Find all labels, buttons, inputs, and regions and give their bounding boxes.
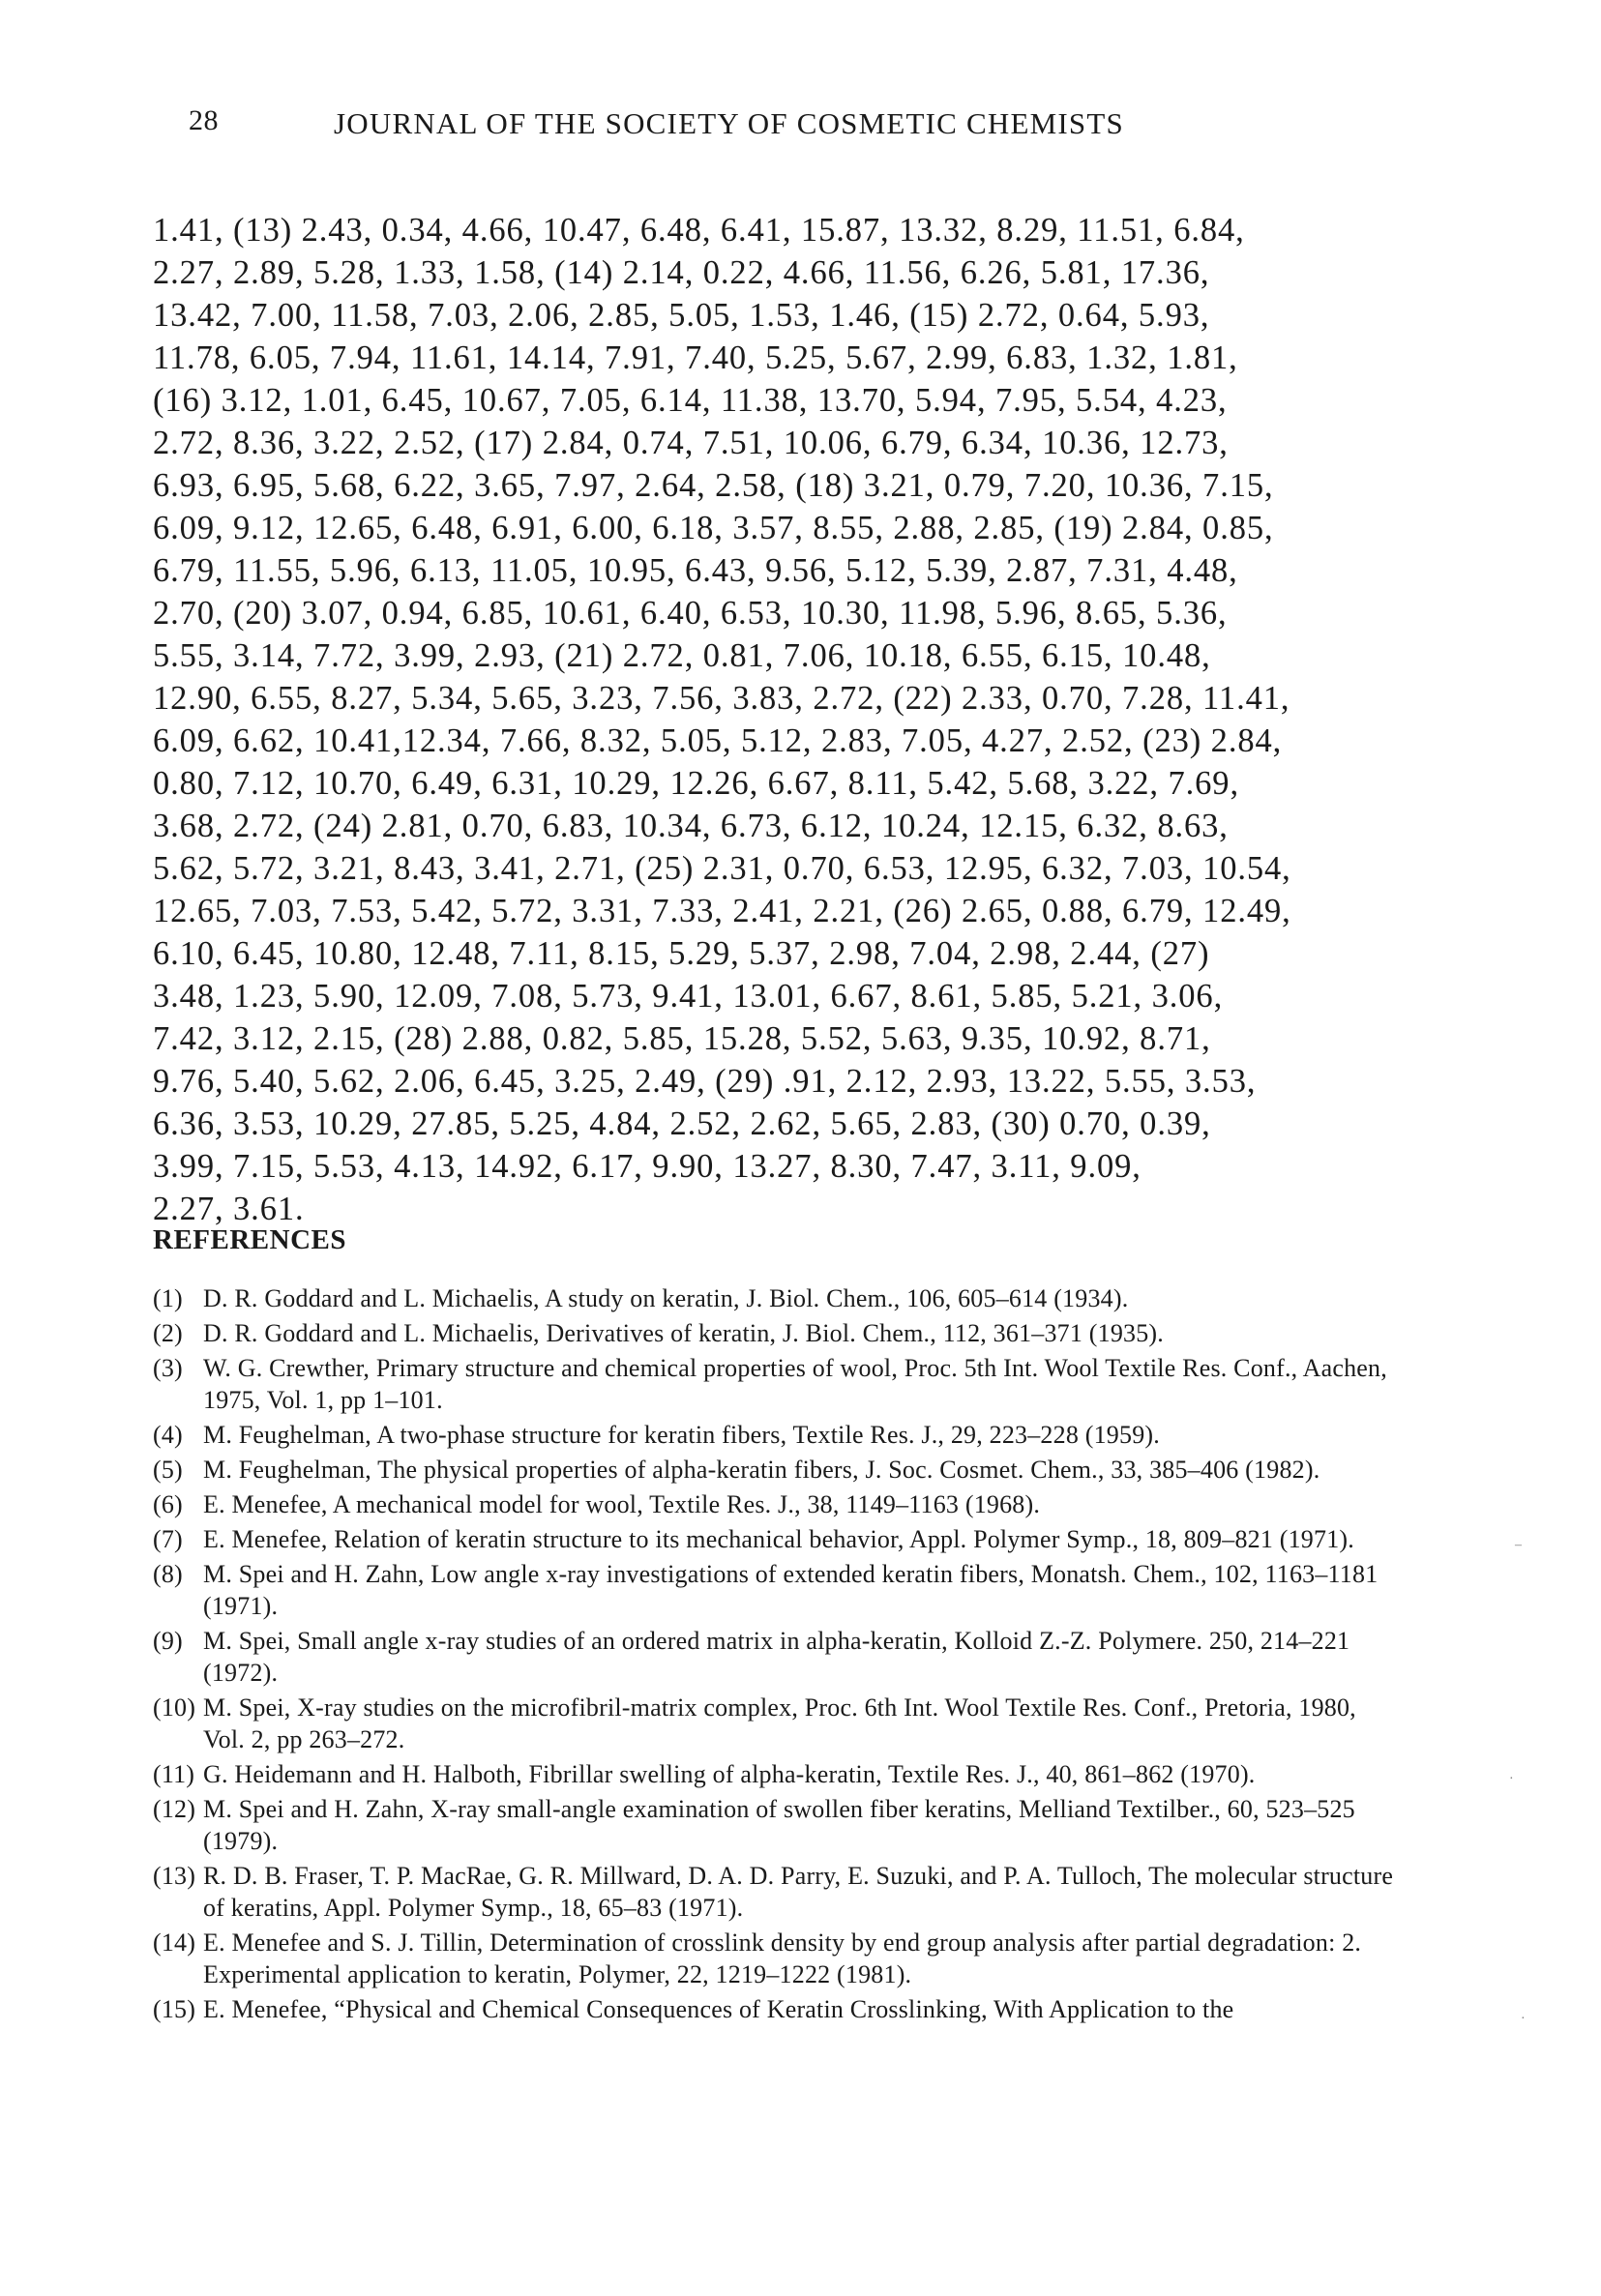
reference-text: M. Spei, Small angle x-ray studies of an ordered matrix in alpha-keratin, Kolloid Z.-Z. Polymere. 250, 214–221 (1972). — [203, 1627, 1350, 1687]
reference-number: (12) — [153, 1795, 196, 1823]
reference-number: (10) — [153, 1693, 196, 1722]
data-line: 2.27, 3.61. — [153, 1191, 305, 1227]
data-line: 2.72, 8.36, 3.22, 2.52, (17) 2.84, 0.74, 7.51, 10.06, 6.79, 6.34, 10.36, 12.73, — [153, 425, 1229, 461]
reference-item — [153, 1793, 1401, 1857]
reference-item — [153, 1625, 1401, 1689]
reference-text: E. Menefee, A mechanical model for wool, Textile Res. J., 38, 1149–1163 (1968). — [203, 1490, 1041, 1518]
reference-number: (6) — [153, 1490, 183, 1518]
reference-number: (1) — [153, 1284, 183, 1312]
reference-item — [153, 1488, 1401, 1520]
data-line: 6.36, 3.53, 10.29, 27.85, 5.25, 4.84, 2.52, 2.62, 5.65, 2.83, (30) 0.70, 0.39, — [153, 1105, 1211, 1142]
references-heading: REFERENCES — [153, 1224, 346, 1255]
reference-number: (8) — [153, 1560, 183, 1588]
data-line: 13.42, 7.00, 11.58, 7.03, 2.06, 2.85, 5.05, 1.53, 1.46, (15) 2.72, 0.64, 5.93, — [153, 297, 1210, 334]
running-title: JOURNAL OF THE SOCIETY OF COSMETIC CHEMISTS — [334, 106, 1124, 140]
reference-text: G. Heidemann and H. Halboth, Fibrillar swelling of alpha-keratin, Textile Res. J., 40, 861–862 (1970). — [203, 1760, 1256, 1788]
reference-number: (7) — [153, 1525, 183, 1553]
data-line: 6.93, 6.95, 5.68, 6.22, 3.65, 7.97, 2.64, 2.58, (18) 3.21, 0.79, 7.20, 10.36, 7.15, — [153, 467, 1274, 504]
data-line: 3.68, 2.72, (24) 2.81, 0.70, 6.83, 10.34, 6.73, 6.12, 10.24, 12.15, 6.32, 8.63, — [153, 808, 1229, 844]
data-line: 11.78, 6.05, 7.94, 11.61, 14.14, 7.91, 7.40, 5.25, 5.67, 2.99, 6.83, 1.32, 1.81, — [153, 339, 1238, 376]
page-number: 28 — [189, 104, 219, 136]
reference-text: D. R. Goddard and L. Michaelis, Derivatives of keratin, J. Biol. Chem., 112, 361–371 (1935). — [203, 1319, 1164, 1347]
data-line: 12.90, 6.55, 8.27, 5.34, 5.65, 3.23, 7.56, 3.83, 2.72, (22) 2.33, 0.70, 7.28, 11.41, — [153, 680, 1290, 717]
reference-number: (5) — [153, 1456, 183, 1484]
reference-item — [153, 1692, 1401, 1755]
data-line: 2.70, (20) 3.07, 0.94, 6.85, 10.61, 6.40, 6.53, 10.30, 11.98, 5.96, 8.65, 5.36, — [153, 595, 1228, 632]
references-list — [153, 1282, 1401, 2028]
reference-item — [153, 1352, 1401, 1416]
reference-number: (4) — [153, 1421, 183, 1449]
reference-item — [153, 1860, 1401, 1924]
data-line: 7.42, 3.12, 2.15, (28) 2.88, 0.82, 5.85, 15.28, 5.52, 5.63, 9.35, 10.92, 8.71, — [153, 1020, 1211, 1057]
data-line: 5.55, 3.14, 7.72, 3.99, 2.93, (21) 2.72, 0.81, 7.06, 10.18, 6.55, 6.15, 10.48, — [153, 637, 1211, 674]
reference-number: (9) — [153, 1627, 183, 1655]
reference-item — [153, 1927, 1401, 1990]
data-values-block — [153, 209, 1391, 1230]
reference-number: (11) — [153, 1760, 195, 1788]
reference-item — [153, 1454, 1401, 1486]
data-line: 2.27, 2.89, 5.28, 1.33, 1.58, (14) 2.14, 0.22, 4.66, 11.56, 6.26, 5.81, 17.36, — [153, 254, 1210, 291]
data-line: 3.99, 7.15, 5.53, 4.13, 14.92, 6.17, 9.90, 13.27, 8.30, 7.47, 3.11, 9.09, — [153, 1148, 1141, 1185]
reference-text: M. Feughelman, A two-phase structure for keratin fibers, Textile Res. J., 29, 223–228 (1959). — [203, 1421, 1160, 1449]
data-line: 1.41, (13) 2.43, 0.34, 4.66, 10.47, 6.48, 6.41, 15.87, 13.32, 8.29, 11.51, 6.84, — [153, 212, 1245, 249]
data-line: 6.09, 9.12, 12.65, 6.48, 6.91, 6.00, 6.18, 3.57, 8.55, 2.88, 2.85, (19) 2.84, 0.85, — [153, 510, 1274, 546]
data-line: 6.09, 6.62, 10.41,12.34, 7.66, 8.32, 5.05, 5.12, 2.83, 7.05, 4.27, 2.52, (23) 2.84, — [153, 722, 1283, 759]
reference-text: D. R. Goddard and L. Michaelis, A study on keratin, J. Biol. Chem., 106, 605–614 (1934). — [203, 1284, 1129, 1312]
data-line: (16) 3.12, 1.01, 6.45, 10.67, 7.05, 6.14, 11.38, 13.70, 5.94, 7.95, 5.54, 4.23, — [153, 382, 1228, 419]
margin-dash-mark: – — [1515, 1538, 1522, 1552]
reference-text: R. D. B. Fraser, T. P. MacRae, G. R. Millward, D. A. D. Parry, E. Suzuki, and P. A. Tulloch, The molecular structure of keratins, Appl. Polymer Symp., 18, 65–83 (1971). — [203, 1862, 1394, 1922]
reference-item — [153, 1758, 1401, 1790]
reference-text: E. Menefee, “Physical and Chemical Consequences of Keratin Crosslinking, With Application to the — [203, 1995, 1234, 2023]
reference-item — [153, 1558, 1401, 1622]
reference-item — [153, 1993, 1401, 2025]
reference-text: E. Menefee, Relation of keratin structure to its mechanical behavior, Appl. Polymer Symp., 18, 809–821 (1971). — [203, 1525, 1354, 1553]
reference-item — [153, 1523, 1401, 1555]
data-line: 5.62, 5.72, 3.21, 8.43, 3.41, 2.71, (25) 2.31, 0.70, 6.53, 12.95, 6.32, 7.03, 10.54, — [153, 850, 1291, 887]
reference-text: M. Spei and H. Zahn, Low angle x-ray investigations of extended keratin fibers, Monatsh. Chem., 102, 1163–1181 (1971). — [203, 1560, 1379, 1620]
reference-item — [153, 1282, 1401, 1314]
data-line: 3.48, 1.23, 5.90, 12.09, 7.08, 5.73, 9.41, 13.01, 6.67, 8.61, 5.85, 5.21, 3.06, — [153, 978, 1224, 1015]
reference-number: (14) — [153, 1928, 196, 1957]
reference-number: (15) — [153, 1995, 196, 2023]
reference-item — [153, 1419, 1401, 1451]
reference-text: M. Spei, X-ray studies on the microfibril-matrix complex, Proc. 6th Int. Wool Textile Res. Conf., Pretoria, 1980, Vol. 2, pp 263–272. — [203, 1693, 1356, 1753]
page-header — [189, 104, 1427, 153]
reference-text: E. Menefee and S. J. Tillin, Determination of crosslink density by end group analysis after partial degradation: 2. Experimental application to keratin, Polymer, 22, 1219–1222 (1981). — [203, 1928, 1362, 1988]
reference-number: (3) — [153, 1354, 183, 1382]
data-line: 9.76, 5.40, 5.62, 2.06, 6.45, 3.25, 2.49, (29) .91, 2.12, 2.93, 13.22, 5.55, 3.53, — [153, 1063, 1257, 1100]
data-line: 0.80, 7.12, 10.70, 6.49, 6.31, 10.29, 12.26, 6.67, 8.11, 5.42, 5.68, 3.22, 7.69, — [153, 765, 1239, 802]
data-line: 6.79, 11.55, 5.96, 6.13, 11.05, 10.95, 6.43, 9.56, 5.12, 5.39, 2.87, 7.31, 4.48, — [153, 552, 1238, 589]
reference-text: M. Feughelman, The physical properties of alpha-keratin fibers, J. Soc. Cosmet. Chem., 33, 385–406 (1982). — [203, 1456, 1320, 1484]
margin-dot-mark: · — [1521, 2012, 1526, 2026]
data-line: 12.65, 7.03, 7.53, 5.42, 5.72, 3.31, 7.33, 2.41, 2.21, (26) 2.65, 0.88, 6.79, 12.49, — [153, 893, 1291, 929]
data-line: 6.10, 6.45, 10.80, 12.48, 7.11, 8.15, 5.29, 5.37, 2.98, 7.04, 2.98, 2.44, (27) — [153, 935, 1210, 972]
reference-text: W. G. Crewther, Primary structure and chemical properties of wool, Proc. 5th Int. Wool Textile Res. Conf., Aachen, 1975, Vol. 1, pp 1–101. — [203, 1354, 1387, 1414]
reference-item — [153, 1317, 1401, 1349]
reference-number: (2) — [153, 1319, 183, 1347]
reference-text: M. Spei and H. Zahn, X-ray small-angle examination of swollen fiber keratins, Melliand Textilber., 60, 523–525 (1979). — [203, 1795, 1355, 1855]
reference-number: (13) — [153, 1862, 196, 1890]
margin-dot-mark: · — [1509, 1772, 1514, 1786]
